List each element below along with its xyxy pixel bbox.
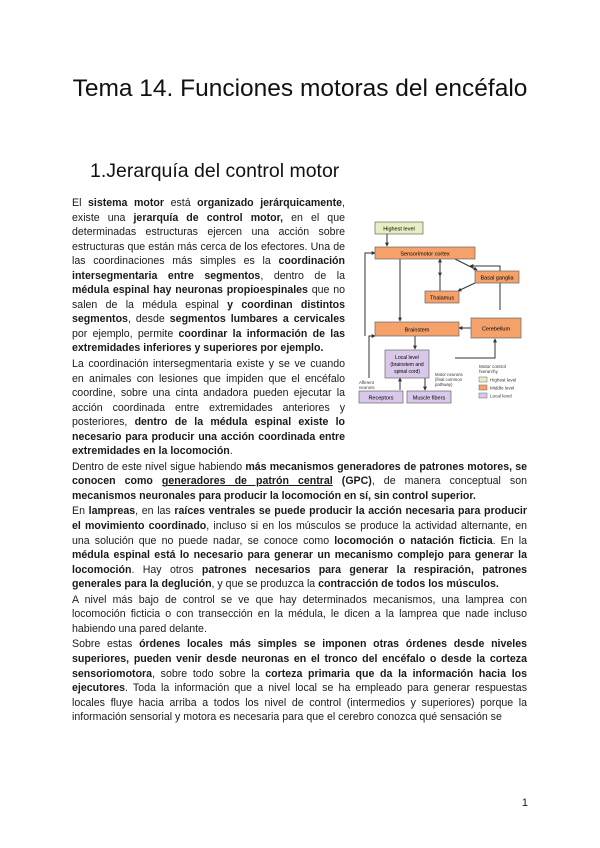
- text-run: . Hay otros: [131, 563, 202, 576]
- text-run: , y que se produzca la: [211, 578, 319, 591]
- motor-neurons-label: pathway): [435, 382, 453, 387]
- bold-text-run: coordinar la información de las extremidades inferiores y superiores por ejemplo.: [72, 327, 345, 355]
- text-run: por ejemplo, permite: [72, 327, 179, 340]
- legend-label-highest: Highest level: [490, 377, 517, 383]
- thalamus-label: Thalamus: [429, 295, 455, 302]
- body-text: [72, 196, 527, 725]
- text-run: A nivel más bajo de control se ve que hay determinados mecanismos, una lamprea con locomoción ficticia o con transección en la médula, le dicen a la lamprea que nade incluso habiendo una pared delante.: [72, 593, 527, 635]
- motor-neurons-label: (final common: [435, 377, 462, 382]
- text-run: Dentro de este nivel sigue habiendo: [72, 460, 246, 473]
- motor-neurons-label: Motor neurons: [435, 372, 463, 377]
- afferent-neurons-label: neurons: [359, 385, 375, 390]
- text-run: está: [164, 197, 198, 209]
- bold-text-run: contracción de todos los músculos.: [318, 578, 499, 591]
- legend-swatch-highest: [479, 377, 487, 382]
- text-run: . En la: [492, 534, 527, 547]
- brainstem-label: Brainstem: [404, 327, 430, 334]
- afferent-neurons-label: Afferent: [359, 380, 374, 385]
- local-level-label: spinal cord): [394, 369, 420, 375]
- text-run: , dentro de la: [260, 269, 346, 282]
- bold-text-run: más mecanismos generadores de patrones motores, se conocen como: [72, 460, 527, 488]
- text-run: , incluso si en los músculos se produce la actividad alternante, en una solución que no puede nadar, se conoce como: [72, 520, 527, 547]
- paragraph: [72, 460, 527, 504]
- bold-text-run: médula espinal está lo necesario para generar un mecanismo complejo para generar la locomoción: [72, 549, 527, 576]
- bold-text-run: (GPC): [332, 475, 372, 488]
- text-run: , sobre todo sobre la: [152, 667, 266, 680]
- legend-title: Motor control: [479, 364, 506, 369]
- section-heading: 1.Jerarquía del control motor: [90, 160, 340, 182]
- muscle-fibers-label: Muscle fibers: [412, 395, 446, 402]
- legend-label-middle: Middle level: [490, 385, 515, 391]
- bold-text-run: segmentos lumbares a cervicales: [169, 313, 345, 326]
- bold-text-run: organizado jerárquicamente: [197, 197, 343, 209]
- text-run: Sobre estas: [72, 638, 140, 651]
- cerebellum-label: Cerebellum: [481, 326, 511, 333]
- bold-text-run: lampreas: [88, 505, 136, 518]
- sensorimotor-cortex-label: Sensorimotor cortex: [400, 251, 450, 258]
- bold-text-run: generadores de patrón central: [161, 475, 333, 488]
- text-run: La coordinación intersegmentaria existe y se ve cuando en animales con lesiones que impiden que el encéfalo coordine, sobre una cinta andadora pueden ejecutar la acción coordinada entre extremidades anteriores y posteriores,: [72, 358, 345, 429]
- bold-text-run: patrones necesarios para generar la respiración, patrones generales para la deglución: [72, 563, 527, 591]
- text-run: .: [229, 445, 233, 458]
- bold-text-run: corteza primaria que da la información hacia los ejecutores: [72, 667, 527, 695]
- bold-text-run: y coordinan distintos segmentos: [72, 298, 346, 326]
- page-number: 1: [521, 797, 528, 809]
- bold-text-run: médula espinal hay neuronas propioespinales: [72, 284, 308, 297]
- text-run: En: [72, 505, 89, 518]
- local-level-label: Local level: [395, 355, 419, 361]
- bold-text-run: raíces ventrales se puede producir la acción necesaria para producir el movimiento coordinado: [72, 505, 527, 533]
- local-level-label: (brainstem and: [390, 362, 424, 368]
- text-run: , en las: [135, 505, 175, 518]
- bold-text-run: órdenes locales más simples se imponen otras órdenes desde niveles superiores, pueden venir desde neuronas en el tronco del encéfalo o desde la corteza sensoriomotora: [72, 638, 527, 680]
- basal-ganglia-label: Basal ganglia: [480, 275, 514, 282]
- bold-text-run: mecanismos neuronales para producir la locomoción en sí, sin control superior.: [72, 489, 476, 502]
- text-run: , existe una: [72, 197, 345, 224]
- paragraph: [72, 593, 527, 637]
- text-run: en el que determinadas estructuras ejercen una acción sobre estructuras que están más cerca de los efectores. Una de las coordinaciones más simples es la: [72, 211, 345, 268]
- motor-hierarchy-diagram: [355, 218, 535, 454]
- receptors-label: Receptors: [368, 395, 394, 402]
- legend-label-local: Local level: [490, 393, 512, 399]
- legend-swatch-local: [479, 393, 487, 398]
- text-run: , de manera conceptual son: [371, 475, 527, 488]
- legend-swatch-middle: [479, 385, 487, 390]
- bold-text-run: coordinación intersegmentaria entre segmentos: [72, 255, 345, 282]
- highest-level-label: Highest level: [383, 226, 415, 233]
- legend-title: hierarchy: [479, 369, 498, 374]
- text-run: , desde: [127, 313, 170, 326]
- bold-text-run: jerarquía de control motor,: [133, 211, 284, 224]
- text-run: que no salen de la médula espinal: [72, 284, 345, 311]
- bold-text-run: dentro de la médula espinal existe lo necesario para producir una acción coordinada entre extremidades en la locomoción: [72, 416, 346, 458]
- paragraph: [72, 504, 527, 591]
- text-run: El: [72, 197, 88, 209]
- page-title: Tema 14. Funciones motoras del encéfalo: [72, 75, 528, 102]
- bold-text-run: locomoción o natación ficticia: [334, 534, 493, 547]
- diagram-legend: [479, 364, 516, 399]
- paragraph: [72, 637, 527, 724]
- text-run: . Toda la información que a nivel local se ha empleado para generar respuestas locales fluye hacia arriba a todos los nivel de control (intermedios y superiores) porque la información sensorial y motora es necesaria para que el cerebro conozca qué sensación se: [72, 682, 527, 724]
- bold-text-run: sistema motor: [87, 197, 165, 209]
